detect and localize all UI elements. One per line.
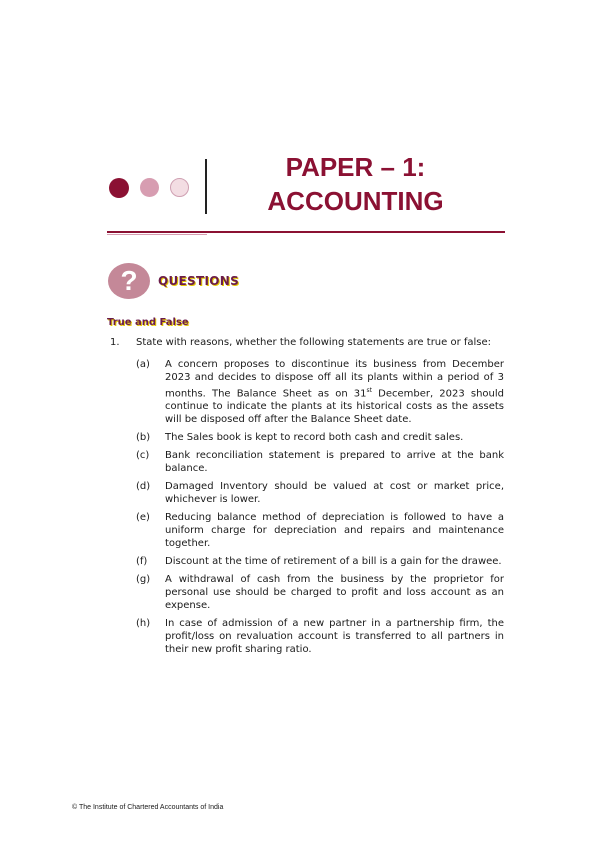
questions-heading: QUESTIONS [158, 274, 240, 288]
list-item [136, 480, 504, 506]
question-number: 1. [110, 337, 120, 348]
item-text: The Sales book is kept to record both cash and credit sales. [165, 432, 464, 444]
item-label: (c) [136, 450, 150, 462]
item-label: (a) [136, 359, 150, 370]
dot-medium-icon [140, 178, 159, 197]
item-label: (b) [136, 432, 151, 444]
question-mark-icon: ? [108, 263, 150, 299]
item-text: Bank reconciliation statement is prepared to arrive at the bank balance. [165, 450, 504, 475]
dot-light-icon [170, 178, 189, 197]
list-item [136, 431, 504, 444]
title-line-1: PAPER – 1: [285, 152, 426, 182]
item-label: (d) [136, 481, 151, 493]
item-label: (f) [136, 556, 148, 568]
item-label: (g) [136, 574, 151, 586]
list-item [136, 511, 504, 550]
item-text: A withdrawal of cash from the business by the proprietor for personal use should be charged to profit and loss account as an expense. [165, 574, 504, 612]
header-rule [107, 231, 505, 233]
page-title [213, 150, 498, 218]
item-text: A concern proposes to discontinue its business from December 2023 and decides to dispose off all its plants within a period of 3 months. The Balance Sheet as on 31st December, 2023 should continue to indicate the plants at its historical costs as the assets will be disposed off after the Balance Sheet date. [165, 359, 504, 426]
statement-list [136, 358, 504, 661]
dot-dark-icon [109, 178, 129, 198]
question-text: State with reasons, whether the following statements are true or false: [136, 337, 492, 348]
list-item [136, 573, 504, 612]
item-text: Reducing balance method of depreciation is followed to have a uniform charge for depreciation and repairs and maintenance together. [165, 512, 504, 550]
item-text: Discount at the time of retirement of a bill is a gain for the drawee. [165, 556, 502, 568]
section-title: True and False [107, 317, 189, 328]
copyright-footer: © The Institute of Chartered Accountants of India [72, 804, 224, 811]
list-item [136, 617, 504, 656]
item-label: (e) [136, 512, 150, 524]
list-item [136, 358, 504, 426]
vertical-divider [205, 159, 207, 214]
list-item [136, 449, 504, 475]
item-text: Damaged Inventory should be valued at cost or market price, whichever is lower. [165, 481, 504, 506]
header-subrule [107, 234, 207, 235]
list-item [136, 555, 504, 568]
title-line-2: ACCOUNTING [267, 186, 444, 216]
item-label: (h) [136, 618, 151, 630]
item-text: In case of admission of a new partner in a partnership firm, the profit/loss on revaluation account is transferred to all partners in their new profit sharing ratio. [165, 618, 504, 656]
